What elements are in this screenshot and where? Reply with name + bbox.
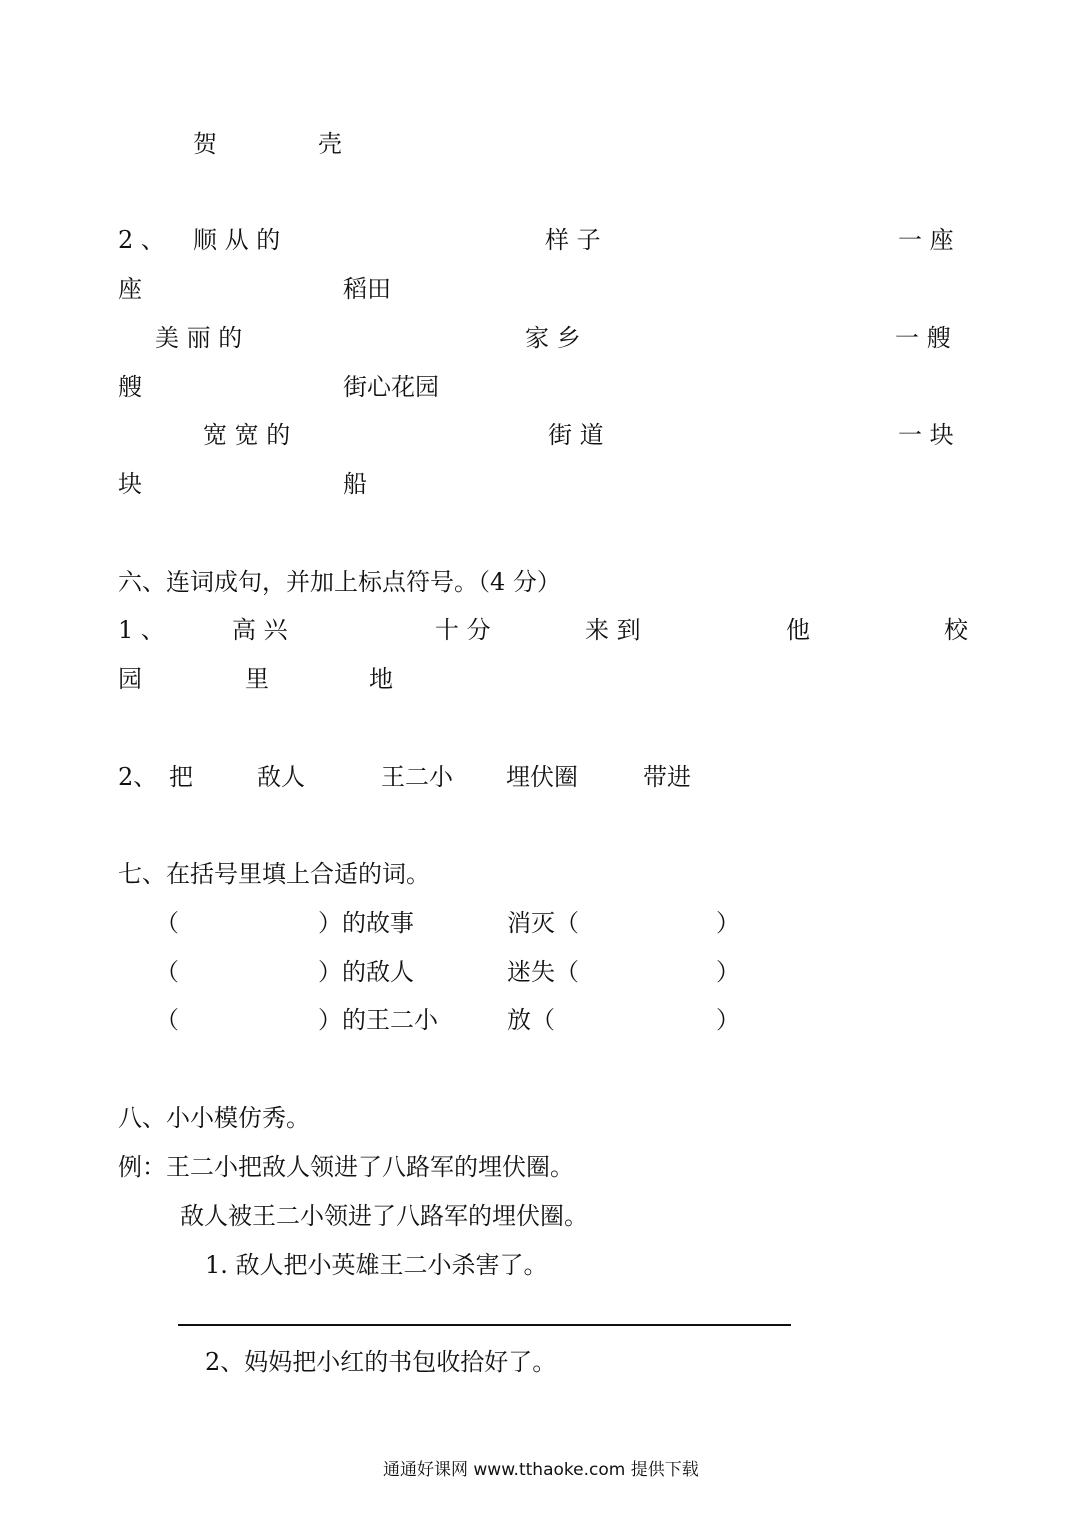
right-paren: ）	[716, 909, 740, 937]
left-paren: （	[155, 1006, 179, 1034]
left-paren: （	[155, 909, 179, 937]
word: 里	[245, 665, 269, 693]
phrase: 顺 从 的	[193, 226, 281, 254]
word: 来 到	[585, 616, 641, 644]
question-one: 1. 敌人把小英雄王二小杀害了。	[205, 1251, 548, 1279]
phrase: 样 子	[545, 226, 601, 254]
char-he: 贺	[193, 130, 217, 158]
phrase: 家 乡	[525, 324, 581, 352]
phrase: 艘	[118, 373, 142, 401]
phrase: 一 座	[898, 226, 954, 254]
right-paren: ）	[716, 1006, 740, 1034]
phrase: 船	[343, 470, 367, 498]
phrase: 块	[118, 470, 142, 498]
phrase: 街 道	[548, 421, 604, 449]
question-two: 2、妈妈把小红的书包收拾好了。	[205, 1348, 557, 1376]
fill-phrase: ）的故事	[318, 909, 414, 937]
left-paren: （	[155, 958, 179, 986]
word: 地	[369, 665, 393, 693]
word: 王二小	[381, 763, 453, 791]
phrase: 宽 宽 的	[203, 421, 291, 449]
phrase: 座	[118, 275, 142, 303]
word: 十 分	[435, 616, 491, 644]
word: 敌人	[257, 763, 305, 791]
fill-phrase: ）的王二小	[318, 1006, 438, 1034]
fill-phrase: ）的敌人	[318, 958, 414, 986]
q-number: 1 、	[118, 616, 165, 644]
word: 他	[786, 616, 810, 644]
example-transformed: 敌人被王二小领进了八路军的埋伏圈。	[180, 1202, 588, 1230]
phrase: 美 丽 的	[155, 324, 243, 352]
q-number: 2、	[118, 763, 158, 791]
fill-phrase: 消灭（	[507, 909, 579, 937]
right-paren: ）	[716, 958, 740, 986]
word: 高 兴	[232, 616, 288, 644]
answer-line[interactable]	[178, 1324, 791, 1326]
word: 埋伏圈	[506, 763, 578, 791]
section-seven-title: 七、在括号里填上合适的词。	[118, 860, 430, 888]
phrase: 街心花园	[343, 373, 439, 401]
phrase: 稻田	[343, 275, 391, 303]
example-sentence: 例：王二小把敌人领进了八路军的埋伏圈。	[118, 1153, 574, 1181]
phrase: 一 艘	[895, 324, 951, 352]
word: 校	[944, 616, 968, 644]
word: 把	[169, 763, 193, 791]
fill-phrase: 放（	[507, 1006, 555, 1034]
fill-phrase: 迷失（	[507, 958, 579, 986]
word: 园	[118, 665, 142, 693]
phrase: 一 块	[898, 421, 954, 449]
footer-credit: 通通好课网 www.tthaoke.com 提供下载	[383, 1460, 699, 1480]
word: 带进	[643, 763, 691, 791]
q-number: 2 、	[118, 226, 165, 254]
section-six-title: 六、连词成句，并加上标点符号。（4 分）	[118, 568, 561, 596]
section-eight-title: 八、小小模仿秀。	[118, 1104, 310, 1132]
char-ke: 壳	[318, 130, 342, 158]
